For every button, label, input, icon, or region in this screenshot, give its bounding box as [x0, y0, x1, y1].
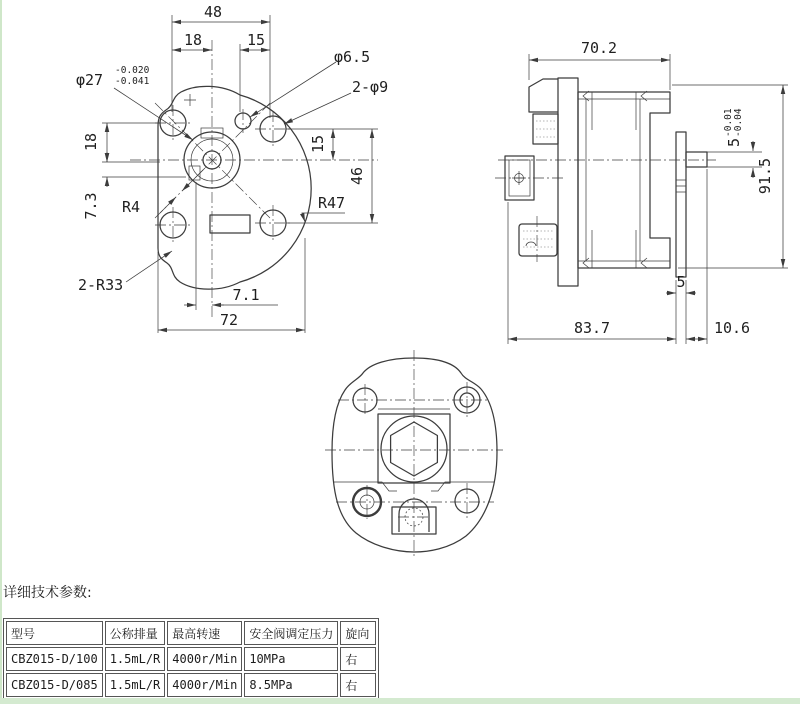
cell-model: CBZ015-D/085 [6, 673, 103, 697]
specs-table [3, 618, 379, 700]
front-flange-outline [158, 86, 311, 289]
dim-702: 70.2 [580, 39, 618, 57]
dim-5-plate: 5 [676, 273, 686, 291]
page-edge-bottom [0, 698, 800, 704]
dim-46-right: 46 [348, 166, 366, 186]
col-header-max-speed: 最高转速 [167, 621, 242, 645]
bolt-holes [155, 105, 291, 243]
dim-18-left: 18 [82, 132, 100, 152]
label-dia27: φ27 [76, 71, 104, 89]
label-dia65: φ6.5 [334, 48, 371, 66]
table-row [6, 673, 376, 697]
cell-relief-pressure: 8.5MPa [244, 673, 338, 697]
label-r47: R47 [318, 194, 346, 212]
cell-max-speed: 4000r/Min [167, 647, 242, 671]
cell-model: CBZ015-D/100 [6, 647, 103, 671]
front-view [76, 3, 388, 333]
label-dia27-tol-lower: -0.041 [115, 76, 150, 87]
col-header-relief-pressure: 安全阀调定压力 [244, 621, 338, 645]
dim-15-top: 15 [246, 31, 266, 49]
dim-18-top: 18 [183, 31, 203, 49]
side-left-plate [558, 78, 578, 286]
cell-rotation: 右 [340, 647, 376, 671]
cell-rotation: 右 [340, 673, 376, 697]
side-end-plate [676, 132, 686, 277]
cell-max-speed: 4000r/Min [167, 673, 242, 697]
dim-915: 91.5 [756, 157, 774, 195]
dim-73-left: 7.3 [82, 192, 100, 220]
label-dia27-tol-upper: -0.020 [115, 65, 150, 76]
dim-key-tol-upper: -0.01 [723, 108, 734, 137]
shaft-pin [686, 152, 707, 167]
col-header-displacement: 公称排量 [105, 621, 166, 645]
dim-key-5: 5 [725, 137, 743, 147]
table-header-row [6, 621, 376, 645]
rear-flange-outline [332, 358, 497, 552]
dim-key-tol-lower: -0.04 [733, 108, 744, 137]
label-r4: R4 [122, 198, 141, 216]
section-heading: 详细技术参数: [3, 585, 92, 601]
table-row [6, 647, 376, 671]
dim-72: 72 [219, 311, 239, 329]
rear-view [325, 350, 503, 558]
dim-837: 83.7 [573, 319, 611, 337]
label-2dia9: 2-φ9 [352, 78, 389, 96]
side-view [495, 39, 788, 344]
dim-71: 7.1 [232, 286, 260, 304]
port-window [210, 215, 250, 233]
dim-48: 48 [203, 3, 223, 21]
cell-displacement: 1.5mL/R [105, 647, 166, 671]
col-header-rotation: 旋向 [340, 621, 376, 645]
dim-15-right: 15 [309, 134, 327, 154]
cell-relief-pressure: 10MPa [244, 647, 338, 671]
cell-displacement: 1.5mL/R [105, 673, 166, 697]
label-2r33: 2-R33 [78, 276, 124, 294]
col-header-model: 型号 [6, 621, 103, 645]
dim-106: 10.6 [713, 319, 751, 337]
